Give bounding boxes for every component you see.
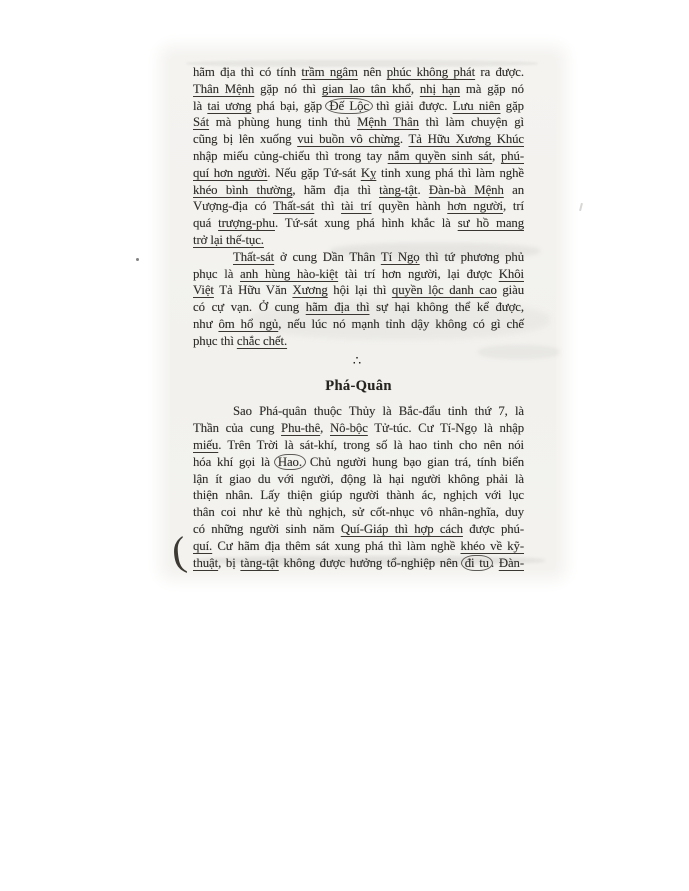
- text-segment: . Nếu gặp Tứ-sát: [267, 165, 361, 180]
- text-segment: phá bại, gặp: [251, 98, 328, 113]
- text-segment: hãm địa thì có tính: [193, 65, 302, 79]
- text-segment: Tử-túc. Cư Tí-Ngọ là nhập: [367, 421, 525, 436]
- text-line: [193, 437, 524, 454]
- text-segment: cũng bị lên xuống: [193, 132, 298, 147]
- text-line: [193, 454, 524, 471]
- text-segment: giàu: [496, 283, 525, 298]
- text-segment: .: [399, 132, 409, 147]
- text-segment: là: [193, 98, 208, 113]
- text-segment: . Tứ-sát xung phá hình khắc là: [274, 216, 458, 231]
- text-segment: có cự vạn. Ở cung: [193, 300, 306, 315]
- text-segment: sự hại không thể kể được,: [369, 300, 524, 315]
- text-line: [193, 198, 524, 215]
- underlined-phrase: Lưu niên: [452, 98, 501, 113]
- underlined-phrase: miếu: [193, 437, 219, 452]
- circled-phrase: đi tu: [461, 555, 493, 571]
- text-line: [193, 504, 524, 521]
- text-segment: được phú-: [462, 521, 525, 536]
- text-line: [193, 232, 524, 249]
- text-line: [193, 98, 524, 115]
- underlined-phrase: Thất-sát: [233, 249, 275, 264]
- text-segment: thì làm chuyện gì: [418, 115, 524, 130]
- text-segment: ở cung Dần Thân: [274, 249, 381, 264]
- text-line: [193, 420, 524, 437]
- text-line: [193, 64, 524, 81]
- text-segment: , bị: [218, 555, 241, 570]
- underlined-phrase: trầm ngâm: [301, 65, 358, 79]
- circled-phrase: Đế Lộc: [325, 98, 373, 114]
- text-line: [193, 403, 524, 420]
- text-line: [193, 114, 524, 131]
- underlined-phrase: nắm quyền sinh sát: [387, 148, 493, 163]
- text-segment: Chủ người hung bạo gian trá, tính biển: [303, 454, 524, 469]
- text-segment: thân coi như kẻ thù nghịch, sử cốt-nhục vô nhân-nghĩa, duy: [193, 505, 524, 520]
- text-line: [193, 282, 524, 299]
- text-line: [193, 81, 524, 98]
- text-segment: Thần của cung: [193, 421, 282, 436]
- underlined-phrase: thuật: [193, 555, 219, 570]
- underlined-phrase: Tả Hữu Xương Khúc: [408, 132, 525, 147]
- underlined-phrase: quyền lộc danh cao: [391, 283, 497, 298]
- text-segment: Vượng-địa có: [193, 199, 274, 214]
- underlined-phrase: Đàn-bà Mệnh: [428, 182, 504, 197]
- underlined-phrase: quí hơn người: [193, 165, 268, 180]
- text-line: [193, 521, 524, 538]
- underlined-phrase: tàng-tật: [379, 182, 418, 197]
- text-line: [193, 165, 524, 182]
- underlined-phrase: sư hồ mang: [457, 216, 524, 231]
- text-segment: .: [417, 182, 429, 197]
- underlined-phrase: Tí Ngọ: [380, 249, 420, 264]
- underlined-phrase: hơn người: [447, 199, 503, 214]
- text-segment: tinh xung phá thì làm nghề: [376, 165, 524, 180]
- underlined-phrase: khéo bình thường: [193, 182, 293, 197]
- text-line: [193, 131, 524, 148]
- text-line: [193, 316, 524, 333]
- text-segment: Sao Phá-quân thuộc Thủy là Bắc-đẩu tinh thứ 7, là: [233, 404, 524, 419]
- text-segment: như: [193, 316, 219, 331]
- text-line: [193, 182, 524, 199]
- text-line: [193, 249, 524, 266]
- text-segment: thì giải được.: [370, 98, 453, 113]
- text-segment: ra được.: [475, 65, 524, 79]
- underlined-phrase: chắc chết.: [236, 333, 288, 348]
- underlined-phrase: nhị hạn: [419, 81, 461, 96]
- text-segment: ,: [320, 421, 330, 436]
- text-segment: gặp nó thì: [254, 81, 322, 96]
- underlined-phrase: Thân Mệnh: [193, 81, 255, 96]
- text-segment: gặp: [500, 98, 524, 113]
- text-segment: có những người sinh năm: [193, 521, 341, 536]
- text-line: [193, 555, 524, 572]
- underlined-phrase: Đàn-: [498, 555, 524, 570]
- text-segment: mà phùng hung tinh thủ: [209, 115, 358, 130]
- text-line: [193, 299, 524, 316]
- underlined-phrase: Xương: [292, 283, 328, 298]
- text-segment: không được hưởng tổ-nghiệp nên: [278, 555, 463, 570]
- text-segment: . Trên Trời là sát-khí, trong số là hao tinh cho nên nói: [218, 437, 524, 452]
- underlined-phrase: phú-: [500, 148, 525, 163]
- circled-phrase: Hao.: [274, 454, 306, 470]
- underlined-phrase: Thất-sát: [273, 199, 315, 214]
- underlined-phrase: phúc không phát: [386, 65, 476, 79]
- underlined-phrase: gian lao tân khổ: [321, 81, 411, 96]
- underlined-phrase: tai ương: [207, 98, 252, 113]
- text-segment: thì tứ phương phủ: [419, 249, 524, 264]
- text-segment: nên: [357, 65, 387, 79]
- text-line: [193, 333, 524, 350]
- text-segment: lận ít giao du với người, động là hại người không phải là: [193, 471, 524, 486]
- underlined-phrase: ôm hổ ngủ: [218, 316, 279, 331]
- underlined-phrase: trở lại thế-tục.: [193, 232, 264, 247]
- text-segment: phục là: [193, 266, 241, 281]
- text-segment: phục thì: [193, 333, 237, 348]
- underlined-phrase: Mệnh Thân: [357, 115, 419, 130]
- underlined-phrase: Việt: [193, 283, 214, 298]
- text-segment: Cư hãm địa thêm sát xung phá thì làm nghề: [212, 538, 461, 553]
- underlined-phrase: hãm địa thì: [305, 300, 370, 315]
- underlined-phrase: tàng-tật: [240, 555, 279, 570]
- text-segment: thiện nhân. Lấy thiện giúp người thành ác, nghịch với lục: [193, 488, 524, 503]
- text-segment: ,: [410, 81, 420, 96]
- text-line: [193, 148, 524, 165]
- underlined-phrase: quí.: [193, 538, 213, 553]
- text-line: [193, 266, 524, 283]
- underlined-phrase: trượng-phu: [218, 216, 275, 231]
- text-segment: , trí: [502, 199, 524, 214]
- underlined-phrase: vui buồn vô chừng: [297, 132, 400, 147]
- underlined-phrase: Quí-Giáp thì hợp cách: [340, 521, 463, 536]
- text-segment: hội lại thì: [327, 283, 392, 298]
- text-line: [193, 538, 524, 555]
- section-heading: Phá-Quân: [325, 377, 392, 394]
- text-segment: quá: [193, 216, 219, 231]
- text-block: [193, 64, 524, 571]
- stray-tick-mark: [579, 203, 583, 211]
- text-line: [193, 471, 524, 488]
- underlined-phrase: Kỵ: [360, 165, 377, 180]
- underlined-phrase: Sát: [193, 115, 210, 130]
- text-segment: Tả Hữu Văn: [213, 283, 293, 298]
- underlined-phrase: Phu-thê: [281, 421, 321, 436]
- text-segment: quyền hành: [371, 199, 448, 214]
- text-segment: , hãm địa thì: [292, 182, 380, 197]
- text-segment: an: [503, 182, 524, 197]
- underlined-phrase: Nô-bộc: [330, 421, 368, 436]
- underlined-phrase: khéo về kỹ-: [460, 538, 525, 553]
- text-line: [193, 487, 524, 504]
- underlined-phrase: anh hùng hào-kiệt: [240, 266, 339, 281]
- text-line: [193, 215, 524, 232]
- text-segment: nhập miếu củng-chiếu thì trong tay: [193, 148, 388, 163]
- text-segment: ,: [492, 148, 501, 163]
- text-segment: tài trí hơn người, lại được: [338, 266, 499, 281]
- stray-dot-mark: [136, 258, 139, 261]
- text-segment: , nếu lúc nó mạnh tỉnh dậy không có gì chế: [278, 316, 524, 331]
- text-segment: hóa khí gọi là: [193, 454, 276, 469]
- margin-parenthesis-mark: (: [169, 527, 189, 575]
- text-segment: mà gặp nó: [460, 81, 524, 96]
- underlined-phrase: Khôi: [498, 266, 524, 281]
- text-segment: thì: [314, 199, 342, 214]
- asterism-separator: ∴: [352, 352, 365, 368]
- text-segment: .: [490, 555, 499, 570]
- underlined-phrase: tài trí: [341, 199, 372, 214]
